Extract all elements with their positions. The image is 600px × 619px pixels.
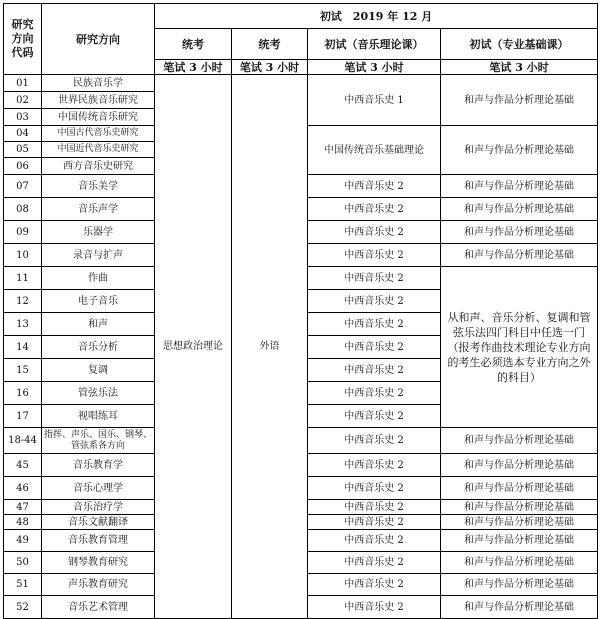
table-row	[4, 75, 598, 92]
row-code: 15	[4, 359, 42, 382]
professional-base-cell: 和声与作品分析理论基础	[441, 175, 598, 198]
header-time-2: 笔试 3 小时	[232, 60, 308, 75]
professional-base-cell: 和声与作品分析理论基础	[441, 126, 598, 175]
row-code: 11	[4, 267, 42, 290]
header-subject-1: 统考	[155, 29, 232, 60]
row-code: 45	[4, 454, 42, 477]
music-theory-cell: 中西音乐史 2	[308, 336, 441, 359]
music-theory-cell: 中西音乐史 2	[308, 515, 441, 530]
row-direction: 西方音乐史研究	[42, 158, 155, 175]
header-direction: 研究方向	[42, 4, 155, 75]
row-direction: 民族音乐学	[42, 75, 155, 92]
professional-base-cell: 和声与作品分析理论基础	[441, 500, 598, 515]
row-direction: 复调	[42, 359, 155, 382]
row-code: 08	[4, 198, 42, 221]
header-subject-4: 初试（专业基础课）	[441, 29, 598, 60]
header-time-3: 笔试 3 小时	[308, 60, 441, 75]
row-code: 46	[4, 477, 42, 500]
music-theory-cell: 中西音乐史 2	[308, 477, 441, 500]
professional-base-cell: 和声与作品分析理论基础	[441, 574, 598, 596]
music-theory-cell: 中西音乐史 2	[308, 221, 441, 244]
row-code: 52	[4, 596, 42, 619]
row-direction: 中国近代音乐史研究	[42, 142, 155, 158]
row-direction: 音乐艺术管理	[42, 596, 155, 619]
row-direction: 管弦乐法	[42, 382, 155, 405]
professional-base-cell: 和声与作品分析理论基础	[441, 552, 598, 574]
music-theory-cell: 中西音乐史 2	[308, 596, 441, 619]
header-subject-2: 统考	[232, 29, 308, 60]
row-direction: 音乐教育学	[42, 454, 155, 477]
music-theory-cell: 中西音乐史 2	[308, 454, 441, 477]
row-code: 49	[4, 530, 42, 552]
row-code: 06	[4, 158, 42, 175]
row-direction: 录音与扩声	[42, 244, 155, 267]
professional-base-cell: 和声与作品分析理论基础	[441, 477, 598, 500]
music-theory-cell: 中西音乐史 2	[308, 574, 441, 596]
row-direction: 音乐心理学	[42, 477, 155, 500]
music-theory-cell: 中西音乐史 2	[308, 267, 441, 290]
row-direction: 音乐声学	[42, 198, 155, 221]
row-direction: 电子音乐	[42, 290, 155, 313]
music-theory-cell: 中西音乐史 2	[308, 359, 441, 382]
row-direction: 音乐文献翻译	[42, 515, 155, 530]
row-code: 10	[4, 244, 42, 267]
row-code: 17	[4, 405, 42, 428]
row-direction: 钢琴教育研究	[42, 552, 155, 574]
professional-base-choice: 从和声、音乐分析、复调和管弦乐法四门科目中任选一门（报考作曲技术理论专业方向的考生必须选本专业方向之外的科目）	[441, 267, 598, 428]
row-code: 50	[4, 552, 42, 574]
row-code: 18-44	[4, 428, 42, 454]
music-theory-cell: 中西音乐史 1	[308, 75, 441, 126]
music-theory-cell: 中西音乐史 2	[308, 382, 441, 405]
row-direction: 指挥、声乐、国乐、钢琴、管弦系各方向	[42, 428, 155, 454]
row-code: 16	[4, 382, 42, 405]
professional-base-cell: 和声与作品分析理论基础	[441, 454, 598, 477]
row-direction: 作曲	[42, 267, 155, 290]
row-code: 04	[4, 126, 42, 142]
row-direction: 音乐教育管理	[42, 530, 155, 552]
row-code: 51	[4, 574, 42, 596]
row-direction: 乐器学	[42, 221, 155, 244]
row-code: 02	[4, 92, 42, 109]
header-exam: 初试 2019 年 12 月	[155, 4, 598, 29]
politics-subject: 思想政治理论	[155, 75, 232, 619]
row-code: 05	[4, 142, 42, 158]
music-theory-cell: 中西音乐史 2	[308, 405, 441, 428]
header-time-1: 笔试 3 小时	[155, 60, 232, 75]
header-time-4: 笔试 3 小时	[441, 60, 598, 75]
music-theory-cell: 中西音乐史 2	[308, 244, 441, 267]
music-theory-cell: 中西音乐史 2	[308, 428, 441, 454]
music-theory-cell: 中西音乐史 2	[308, 175, 441, 198]
professional-base-cell: 和声与作品分析理论基础	[441, 596, 598, 619]
foreign-language-subject: 外语	[232, 75, 308, 619]
header-code: 研究方向代码	[4, 4, 42, 75]
row-code: 13	[4, 313, 42, 336]
music-theory-cell: 中国传统音乐基础理论	[308, 126, 441, 175]
professional-base-cell: 和声与作品分析理论基础	[441, 221, 598, 244]
professional-base-cell: 和声与作品分析理论基础	[441, 515, 598, 530]
row-direction: 音乐治疗学	[42, 500, 155, 515]
row-code: 47	[4, 500, 42, 515]
row-direction: 音乐分析	[42, 336, 155, 359]
exam-table	[3, 3, 598, 619]
row-code: 09	[4, 221, 42, 244]
music-theory-cell: 中西音乐史 2	[308, 290, 441, 313]
row-direction: 视唱练耳	[42, 405, 155, 428]
row-direction: 世界民族音乐研究	[42, 92, 155, 109]
row-direction: 和声	[42, 313, 155, 336]
row-direction: 音乐美学	[42, 175, 155, 198]
row-direction: 中国传统音乐研究	[42, 109, 155, 126]
row-code: 03	[4, 109, 42, 126]
professional-base-cell: 和声与作品分析理论基础	[441, 75, 598, 126]
music-theory-cell: 中西音乐史 2	[308, 198, 441, 221]
row-code: 48	[4, 515, 42, 530]
professional-base-cell: 和声与作品分析理论基础	[441, 198, 598, 221]
row-code: 12	[4, 290, 42, 313]
professional-base-cell: 和声与作品分析理论基础	[441, 244, 598, 267]
music-theory-cell: 中西音乐史 2	[308, 530, 441, 552]
row-direction: 声乐教育研究	[42, 574, 155, 596]
row-code: 01	[4, 75, 42, 92]
professional-base-cell: 和声与作品分析理论基础	[441, 428, 598, 454]
professional-base-cell: 和声与作品分析理论基础	[441, 530, 598, 552]
header-subject-3: 初试（音乐理论课）	[308, 29, 441, 60]
music-theory-cell: 中西音乐史 2	[308, 552, 441, 574]
row-direction: 中国古代音乐史研究	[42, 126, 155, 142]
row-code: 14	[4, 336, 42, 359]
row-code: 07	[4, 175, 42, 198]
music-theory-cell: 中西音乐史 2	[308, 500, 441, 515]
music-theory-cell: 中西音乐史 2	[308, 313, 441, 336]
